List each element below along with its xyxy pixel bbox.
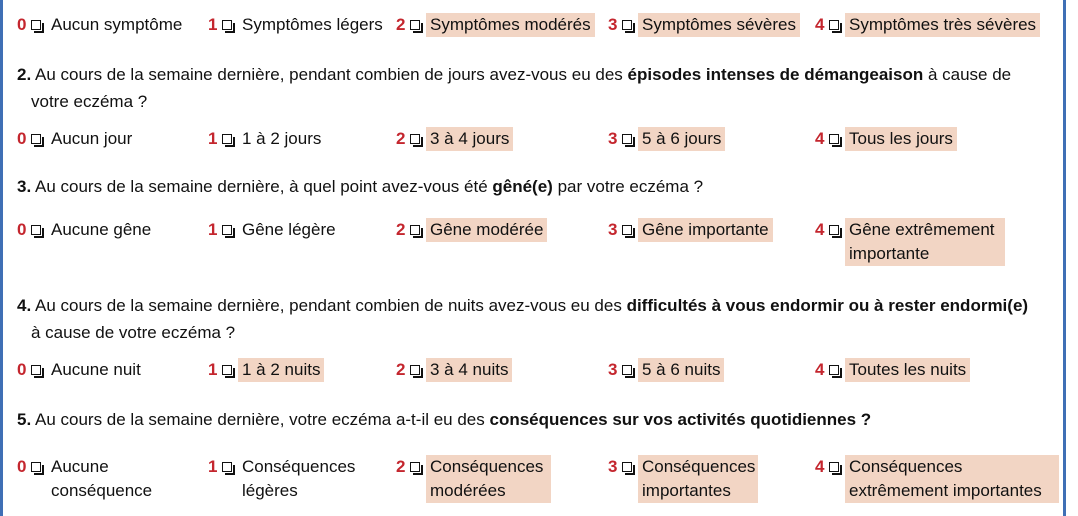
- option-number: 2: [396, 129, 406, 148]
- q2-option-0[interactable]: [17, 127, 136, 151]
- option-number: 4: [815, 220, 825, 239]
- option-number: 2: [396, 15, 406, 34]
- q1-option-1[interactable]: [208, 13, 387, 37]
- option-label: Gêne importante: [638, 218, 773, 242]
- option-number: 4: [815, 457, 825, 476]
- option-number: 1: [208, 360, 218, 379]
- question-number: 5.: [17, 410, 32, 429]
- q1-option-2[interactable]: [396, 13, 595, 37]
- option-label: Tous les jours: [845, 127, 957, 151]
- checkbox-icon[interactable]: [622, 20, 632, 30]
- option-label-line1: Aucune: [51, 457, 109, 476]
- checkbox-icon[interactable]: [31, 20, 41, 30]
- option-label-line1: Conséquences: [430, 457, 544, 476]
- option-label: Gêne légère: [242, 220, 336, 239]
- option-label: Symptômes sévères: [638, 13, 800, 37]
- option-label: 3 à 4 nuits: [426, 358, 512, 382]
- question-text-line2: à cause de votre eczéma ?: [31, 323, 236, 342]
- question-number: 4.: [17, 296, 32, 315]
- question-text-line2: votre eczéma ?: [31, 92, 148, 111]
- option-label-line1: Conséquences: [642, 457, 756, 476]
- checkbox-icon[interactable]: [622, 462, 632, 472]
- option-label: [638, 455, 758, 503]
- question-text: Au cours de la semaine dernière, votre eczéma a-t-il eu des: [34, 410, 490, 429]
- checkbox-icon[interactable]: [222, 365, 232, 375]
- question-emphasis: épisodes intenses de démangeaison: [627, 65, 924, 84]
- question-text: Au cours de la semaine dernière, à quel point avez-vous été: [34, 177, 493, 196]
- question-text: Au cours de la semaine dernière, pendant combien de jours avez-vous eu des: [34, 65, 628, 84]
- q4-option-2[interactable]: [396, 358, 512, 382]
- option-number: 4: [815, 15, 825, 34]
- question-number: 3.: [17, 177, 32, 196]
- q4-option-4[interactable]: [815, 358, 970, 382]
- option-number: 1: [208, 15, 218, 34]
- option-label-line1: Conséquences: [849, 457, 963, 476]
- q3-option-1[interactable]: [208, 218, 340, 242]
- checkbox-icon[interactable]: [222, 20, 232, 30]
- q2-option-1[interactable]: [208, 127, 325, 151]
- option-label: Aucune gêne: [51, 220, 152, 239]
- option-label: [426, 455, 551, 503]
- option-label: Symptômes très sévères: [845, 13, 1040, 37]
- question-number: 2.: [17, 65, 32, 84]
- checkbox-icon[interactable]: [31, 365, 41, 375]
- option-label: 5 à 6 nuits: [638, 358, 724, 382]
- option-label-line2: conséquence: [51, 481, 153, 500]
- option-label-line2: légères: [242, 481, 298, 500]
- checkbox-icon[interactable]: [222, 225, 232, 235]
- option-number: 2: [396, 360, 406, 379]
- option-label-line1: Gêne extrêmement: [849, 220, 995, 239]
- q3-option-2[interactable]: [396, 218, 547, 242]
- option-number: 4: [815, 360, 825, 379]
- option-label-line2: importante: [849, 244, 930, 263]
- checkbox-icon[interactable]: [829, 134, 839, 144]
- option-label: Toutes les nuits: [845, 358, 970, 382]
- q4-option-0[interactable]: [17, 358, 145, 382]
- question-emphasis: gêné(e): [492, 177, 553, 196]
- question-emphasis: conséquences sur vos activités quotidiennes ?: [489, 410, 872, 429]
- option-label: 1 à 2 nuits: [238, 358, 324, 382]
- question-3: [17, 173, 1057, 200]
- q3-option-3[interactable]: [608, 218, 773, 242]
- option-label: 1 à 2 jours: [242, 129, 322, 148]
- checkbox-icon[interactable]: [829, 20, 839, 30]
- checkbox-icon[interactable]: [410, 134, 420, 144]
- option-number: 4: [815, 129, 825, 148]
- option-label: [238, 455, 359, 503]
- q1-option-4[interactable]: [815, 13, 1040, 37]
- q5-option-2[interactable]: [396, 455, 551, 503]
- option-label: Symptômes modérés: [426, 13, 595, 37]
- q5-option-4[interactable]: [815, 455, 1059, 503]
- checkbox-icon[interactable]: [222, 462, 232, 472]
- option-number: 1: [208, 457, 218, 476]
- q1-option-0[interactable]: [17, 13, 186, 37]
- q4-option-3[interactable]: [608, 358, 724, 382]
- option-label: 3 à 4 jours: [426, 127, 513, 151]
- q5-option-0[interactable]: [17, 455, 156, 503]
- checkbox-icon[interactable]: [410, 462, 420, 472]
- q1-option-3[interactable]: [608, 13, 800, 37]
- checkbox-icon[interactable]: [622, 225, 632, 235]
- checkbox-icon[interactable]: [622, 134, 632, 144]
- option-number: 1: [208, 129, 218, 148]
- question-4: [17, 292, 1057, 346]
- checkbox-icon[interactable]: [410, 225, 420, 235]
- option-number: 0: [17, 220, 27, 239]
- checkbox-icon[interactable]: [410, 365, 420, 375]
- option-number: 0: [17, 457, 27, 476]
- option-number: 2: [396, 220, 406, 239]
- checkbox-icon[interactable]: [410, 20, 420, 30]
- question-text: Au cours de la semaine dernière, pendant combien de nuits avez-vous eu des: [34, 296, 627, 315]
- question-text-end: à cause de: [923, 65, 1012, 84]
- option-number: 0: [17, 15, 27, 34]
- option-number: 3: [608, 15, 618, 34]
- option-number: 0: [17, 360, 27, 379]
- checkbox-icon[interactable]: [829, 225, 839, 235]
- option-label: Gêne modérée: [426, 218, 547, 242]
- option-label: Aucun jour: [51, 129, 133, 148]
- option-label: Aucune nuit: [51, 360, 141, 379]
- q2-option-4[interactable]: [815, 127, 957, 151]
- checkbox-icon[interactable]: [829, 462, 839, 472]
- option-number: 3: [608, 220, 618, 239]
- q5-option-1[interactable]: [208, 455, 359, 503]
- option-number: 3: [608, 129, 618, 148]
- option-number: 3: [608, 457, 618, 476]
- question-2: [17, 61, 1057, 115]
- question-emphasis: difficultés à vous endormir ou à rester endormi(e): [626, 296, 1029, 315]
- q3-option-0[interactable]: [17, 218, 155, 242]
- checkbox-icon[interactable]: [31, 225, 41, 235]
- q2-option-3[interactable]: [608, 127, 725, 151]
- checkbox-icon[interactable]: [829, 365, 839, 375]
- option-label: [47, 455, 156, 503]
- question-text-end: par votre eczéma ?: [552, 177, 704, 196]
- option-label-line1: Conséquences: [242, 457, 356, 476]
- option-label: Symptômes légers: [242, 15, 383, 34]
- q2-option-2[interactable]: [396, 127, 513, 151]
- option-number: 2: [396, 457, 406, 476]
- option-label: Aucun symptôme: [51, 15, 183, 34]
- checkbox-icon[interactable]: [31, 462, 41, 472]
- checkbox-icon[interactable]: [31, 134, 41, 144]
- option-label: [845, 218, 1005, 266]
- option-label-line2: modérées: [430, 481, 506, 500]
- option-number: 1: [208, 220, 218, 239]
- question-5: [17, 406, 1057, 433]
- q3-option-4[interactable]: [815, 218, 1005, 266]
- option-label-line2: importantes: [642, 481, 731, 500]
- option-label: 5 à 6 jours: [638, 127, 725, 151]
- option-number: 3: [608, 360, 618, 379]
- q4-option-1[interactable]: [208, 358, 324, 382]
- checkbox-icon[interactable]: [622, 365, 632, 375]
- q5-option-3[interactable]: [608, 455, 758, 503]
- checkbox-icon[interactable]: [222, 134, 232, 144]
- option-number: 0: [17, 129, 27, 148]
- option-label-line2: extrêmement importantes: [849, 481, 1042, 500]
- option-label: [845, 455, 1059, 503]
